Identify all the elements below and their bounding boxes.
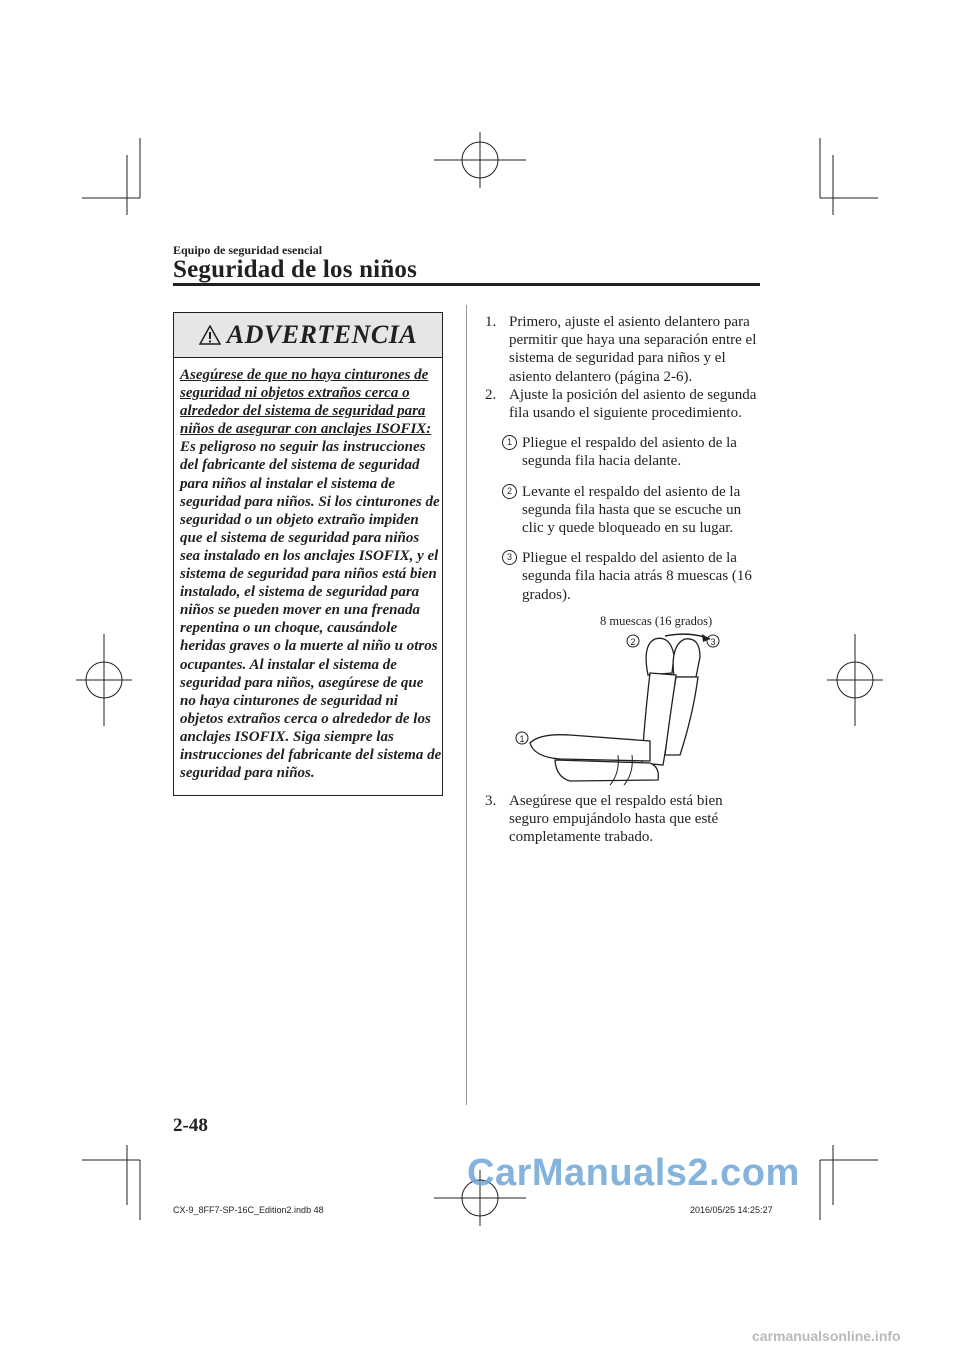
figure-caption: 8 muescas (16 grados) — [600, 615, 713, 628]
step-text: Asegúrese que el respaldo está bien seguro empujándolo hasta que esté completamente trabado. — [509, 793, 723, 846]
warning-header — [174, 313, 442, 358]
step-1 — [485, 313, 765, 386]
footer-file-name: CX-9_8FF7-SP-16C_Edition2.indb 48 — [173, 1205, 324, 1215]
substep-1 — [485, 434, 765, 470]
warning-triangle-icon — [199, 325, 221, 345]
callout-3-label: 3 — [710, 637, 716, 647]
step-text: Primero, ajuste el asiento delantero para permitir que haya una separación entre el sistema de seguridad para niños y el asiento delantero (página 2-6). — [509, 314, 757, 385]
watermark-main: CarManuals2.com — [467, 1152, 800, 1194]
warning-body: Es peligroso no seguir las instrucciones del fabricante del sistema de seguridad para niños al instalar el sistema de seguridad para niños. Si los cinturones de seguridad o un objeto extraño impiden que el sistema de seguridad para niños sea instalado en los anclajes ISOFIX, y el sistema de seguridad para niños está bien instalado, el sistema de seguridad para niños se pueden mover en una frenada repentina o un choque, causándole heridas graves o la muerte al niño u otros ocupantes. Al instalar el sistema de seguridad para niños, asegúrese de que no haya cinturones de seguridad ni objetos extraños cerca o alrededor de los anclajes ISOFIX. Siga siempre las instrucciones del fabricante del sistema de seguridad para niños. — [180, 439, 442, 782]
callout-2-label: 2 — [630, 637, 636, 647]
substep-3 — [485, 549, 765, 604]
watermark-corner: carmanualsonline.info — [752, 1328, 901, 1344]
seat-diagram — [500, 615, 740, 797]
warning-box — [173, 312, 443, 796]
substep-text: Pliegue el respaldo del asiento de la segunda fila hacia delante. — [522, 435, 737, 470]
substep-text: Pliegue el respaldo del asiento de la segunda fila hacia atrás 8 muescas (16 grados). — [522, 550, 752, 603]
warning-title: ADVERTENCIA — [226, 320, 418, 349]
column-divider — [466, 305, 467, 1105]
step-number: 3. — [485, 793, 497, 809]
title-rule — [173, 283, 760, 286]
steps-list — [485, 313, 765, 604]
page-number: 2-48 — [173, 1115, 208, 1136]
circled-number-icon: 3 — [502, 550, 517, 565]
warning-text — [180, 366, 442, 782]
callout-1-label: 1 — [519, 734, 525, 744]
circled-number-icon: 2 — [502, 484, 517, 499]
step-text: Ajuste la posición del asiento de segunda fila usando el siguiente procedimiento. — [509, 386, 757, 422]
substep-2 — [485, 483, 765, 538]
step-number: 2. — [485, 386, 497, 403]
page-title: Seguridad de los niños — [173, 256, 418, 283]
step-2 — [485, 386, 765, 422]
warning-heading: Asegúrese de que no haya cinturones de seguridad ni objetos extraños cerca o alrededor del sistema de seguridad para niños de asegurar con anclajes ISOFIX: — [180, 367, 432, 438]
section-label: Equipo de seguridad esencial — [173, 243, 323, 257]
footer-timestamp: 2016/05/25 14:25:27 — [690, 1205, 773, 1215]
step-number: 1. — [485, 314, 497, 330]
step-3-content — [485, 792, 765, 847]
substep-text: Levante el respaldo del asiento de la segunda fila hasta que se escuche un clic y quede bloqueado en su lugar. — [522, 483, 742, 537]
circled-number-icon: 1 — [502, 435, 517, 450]
step-3 — [485, 792, 765, 847]
